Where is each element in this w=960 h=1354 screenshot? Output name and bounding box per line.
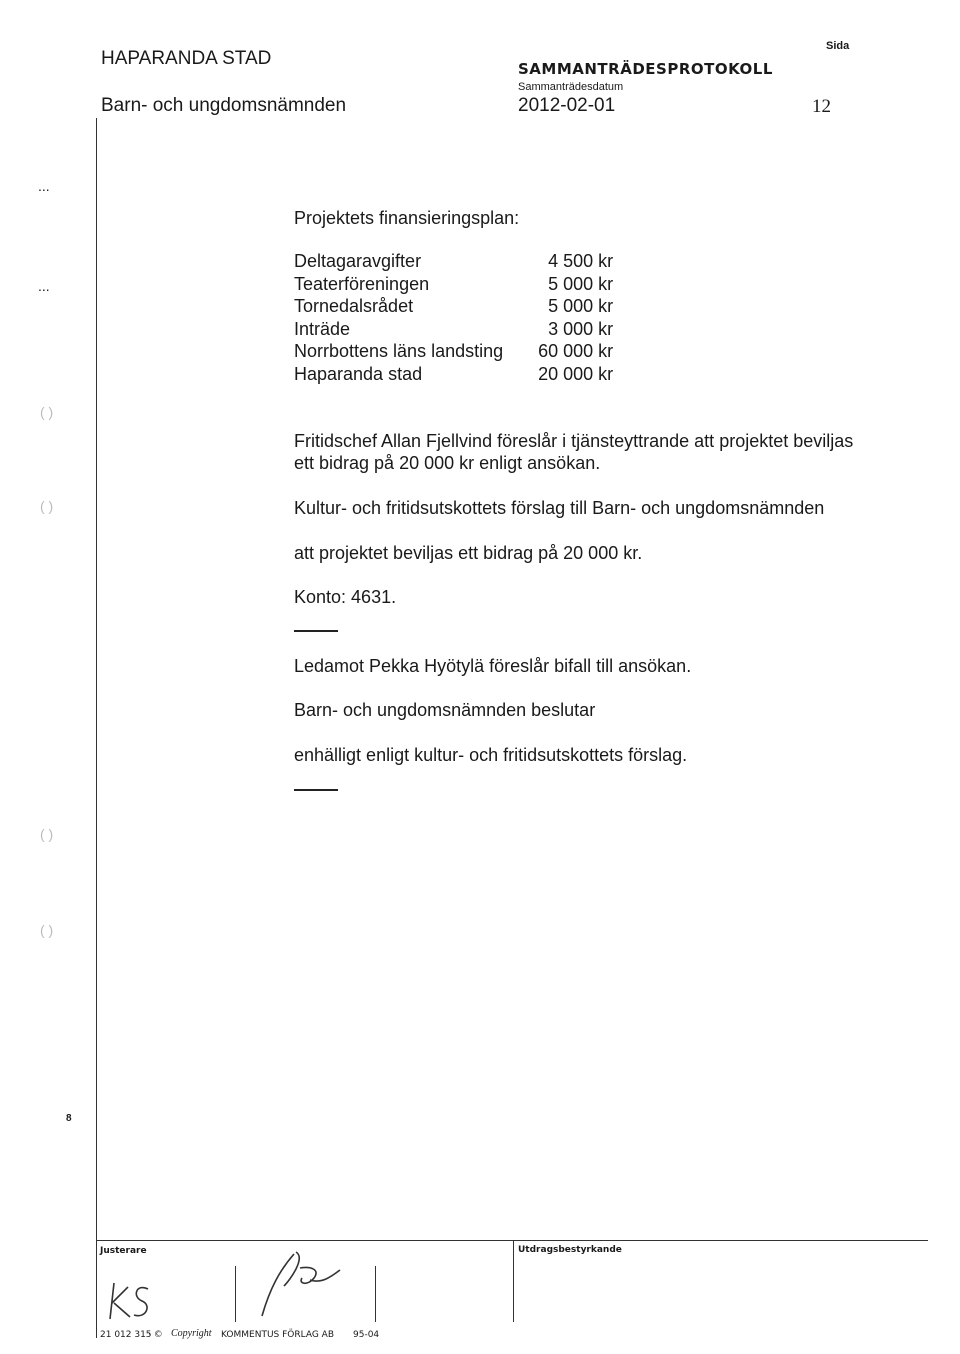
funding-amount: 60 000 kr [538,341,614,362]
form-number: 21 012 315 [100,1330,152,1340]
funding-amount: 4 500 kr [548,251,614,271]
section-separator [294,630,338,632]
motion-text: Ledamot Pekka Hyötylä föreslår bifall till ansökan. [294,656,692,676]
footer-top-rule [96,1240,928,1241]
page-marker: 8 [66,1113,72,1124]
funding-amount: 20 000 kr [538,363,614,384]
page-number: 12 [812,96,831,117]
form-date: 95-04 [353,1330,380,1340]
account-number: Konto: 4631. [294,587,397,607]
table-row [294,273,613,296]
funding-amount: 5 000 kr [548,296,614,317]
decision-intro: Barn- och ungdomsnämnden beslutar [294,700,596,720]
grant-proposal: att projektet beviljas ett bidrag på 20 000 kr. [294,543,643,563]
publisher-name: KOMMENTUS FÖRLAG AB [221,1330,335,1340]
initials-signature-2 [240,1240,350,1320]
meeting-date: 2012-02-01 [518,95,616,116]
copyright-symbol: · © [148,1330,163,1340]
punch-hole-mark: ( ) [40,826,54,842]
margin-ellipsis-2: ... [38,278,50,294]
signature-box-divider [235,1266,236,1322]
signature-box-divider [375,1266,376,1322]
committee-proposal: Kultur- och fritidsutskottets förslag till Barn- och ungdomsnämnden [294,498,825,518]
municipality-name: HAPARANDA STAD [101,48,272,69]
left-margin-rule [96,118,97,1338]
page-label: Sida [826,40,850,52]
utdrag-label: Utdragsbestyrkande [518,1245,622,1255]
table-row [294,318,613,341]
funding-source: Haparanda stad [294,363,423,384]
document-title: SAMMANTRÄDESPROTOKOLL [518,60,773,78]
proposal-line-1: Fritidschef Allan Fjellvind föreslår i tjänsteyttrande att projektet beviljas [294,431,854,451]
committee-name: Barn- och ungdomsnämnden [101,95,347,116]
financing-table [294,250,613,386]
table-row [294,295,613,318]
proposal-line-2: ett bidrag på 20 000 kr enligt ansökan. [294,453,601,473]
justerare-label: Justerare [100,1246,147,1256]
funding-source: Deltagaravgifter [294,251,422,271]
plan-heading: Projektets finansieringsplan: [294,208,520,228]
punch-hole-mark: ( ) [40,922,54,938]
meeting-date-label: Sammanträdesdatum [518,81,624,93]
copyright-word: Copyright [171,1328,212,1339]
funding-source: Teaterföreningen [294,273,430,294]
decision-text: enhälligt enligt kultur- och fritidsutskottets förslag. [294,745,688,765]
funding-source: Tornedalsrådet [294,296,414,317]
initials-signature-1 [100,1275,160,1325]
footer-divider [513,1240,514,1322]
table-row [294,250,613,273]
punch-hole-mark: ( ) [40,404,54,420]
funding-amount: 3 000 kr [548,318,614,339]
section-separator [294,789,338,791]
margin-ellipsis-1: ... [38,178,50,194]
funding-source: Inträde [294,318,351,339]
funding-amount: 5 000 kr [548,273,614,294]
funding-source: Norrbottens läns landsting [294,341,504,362]
punch-hole-mark: ( ) [40,498,54,514]
table-row [294,363,613,386]
table-row [294,340,613,363]
